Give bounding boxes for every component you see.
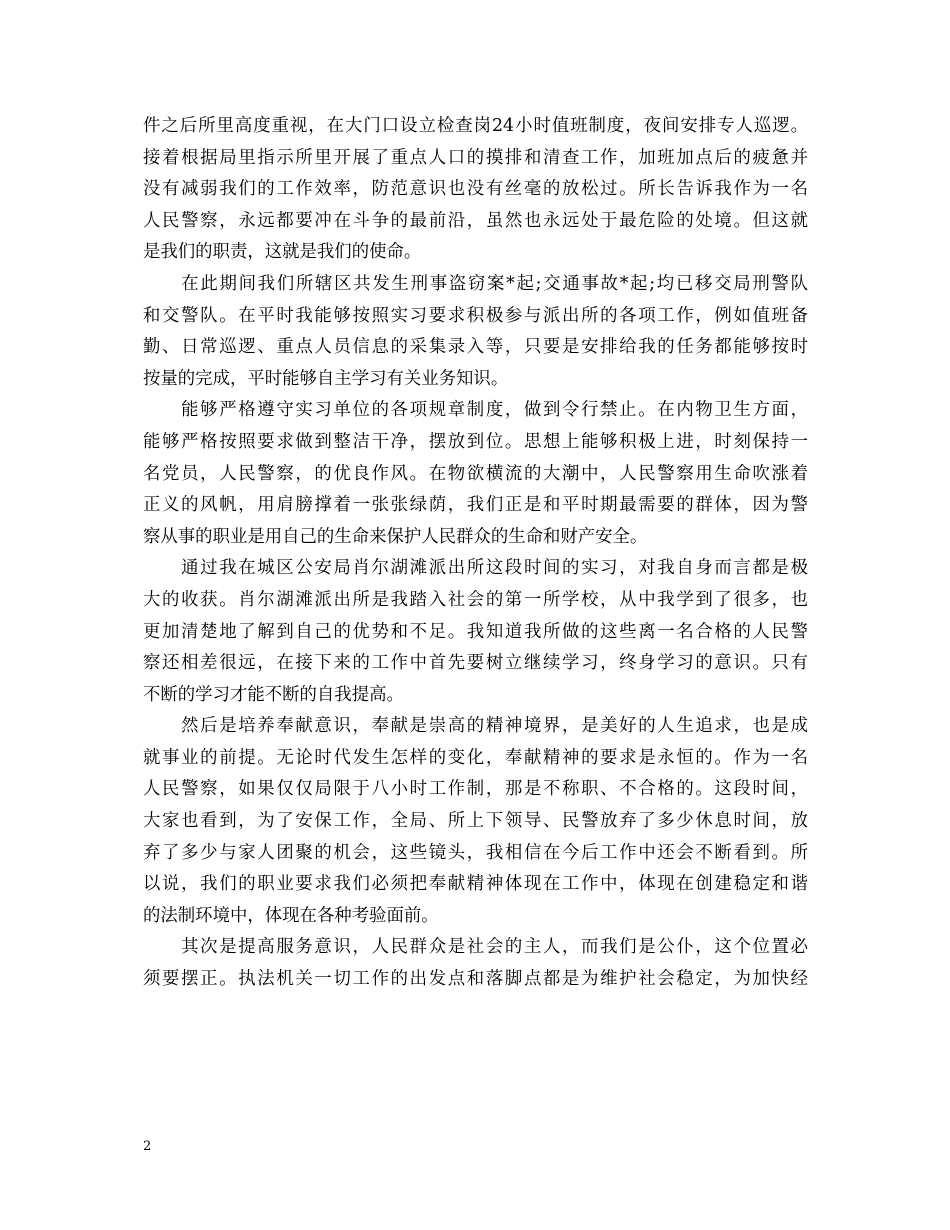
paragraph <box>143 553 808 711</box>
text-line: 的法制环境中，体现在各种考验面前。 <box>143 905 439 926</box>
text-line: 接着根据局里指示所里开展了重点人口的摸排和清查工作，加班加点后的疲惫并 <box>143 147 808 168</box>
text-line: 弃了多少与家人团聚的机会，这些镜头，我相信在今后工作中还会不断看到。所 <box>143 842 808 863</box>
document-body <box>143 111 808 996</box>
text-line: 是我们的职责，这就是我们的使命。 <box>143 242 422 263</box>
paragraph <box>143 111 808 269</box>
text-line: 和交警队。在平时我能够按照实习要求积极参与派出所的各项工作，例如值班备 <box>143 305 808 326</box>
text-line: 大家也看到，为了安保工作，全局、所上下领导、民警放弃了多少休息时间，放 <box>143 811 808 832</box>
text-line: 勤、日常巡逻、重点人员信息的采集录入等，只要是安排给我的任务都能够按时 <box>143 337 808 358</box>
paragraph <box>143 932 808 995</box>
text-line: 按量的完成，平时能够自主学习有关业务知识。 <box>143 368 509 389</box>
text-line: 其次是提高服务意识，人民群众是社会的主人，而我们是公仆，这个位置必 <box>143 937 808 958</box>
text-line: 须要摆正。执法机关一切工作的出发点和落脚点都是为维护社会稳定，为加快经 <box>143 969 808 990</box>
paragraph <box>143 711 808 932</box>
text-line: 大的收获。肖尔湖滩派出所是我踏入社会的第一所学校，从中我学到了很多，也 <box>143 589 808 610</box>
text-line: 没有减弱我们的工作效率，防范意识也没有丝毫的放松过。所长告诉我作为一名 <box>143 179 808 200</box>
text-line: 以说，我们的职业要求我们必须把奉献精神体现在工作中，体现在创建稳定和谐 <box>143 874 808 895</box>
text-line: 人民警察，永远都要冲在斗争的最前沿，虽然也永远处于最危险的处境。但这就 <box>143 210 808 231</box>
text-line: 件之后所里高度重视，在大门口设立检查岗24小时值班制度，夜间安排专人巡逻。 <box>143 116 808 136</box>
text-line: 人民警察，如果仅仅局限于八小时工作制，那是不称职、不合格的。这段时间， <box>143 779 808 800</box>
paragraph <box>143 269 808 395</box>
text-line: 在此期间我们所辖区共发生刑事盗窃案*起;交通事故*起;均已移交局刑警队 <box>143 273 808 294</box>
page-number: 2 <box>143 1139 152 1154</box>
text-line: 通过我在城区公安局肖尔湖滩派出所这段时间的实习，对我自身而言都是极 <box>143 558 808 579</box>
text-line: 能够严格遵守实习单位的各项规章制度，做到令行禁止。在内物卫生方面， <box>143 400 808 421</box>
text-line: 更加清楚地了解到自己的优势和不足。我知道我所做的这些离一名合格的人民警 <box>143 621 808 642</box>
text-line: 能够严格按照要求做到整洁干净，摆放到位。思想上能够积极上进，时刻保持一 <box>143 431 808 452</box>
text-line: 名党员，人民警察，的优良作风。在物欲横流的大潮中，人民警察用生命吹涨着 <box>143 463 808 484</box>
text-line: 然后是培养奉献意识，奉献是崇高的精神境界，是美好的人生追求，也是成 <box>143 716 808 737</box>
text-line: 察从事的职业是用自己的生命来保护人民群众的生命和财产安全。 <box>143 526 648 547</box>
paragraph <box>143 395 808 553</box>
text-line: 正义的风帆，用肩膀撑着一张张绿荫，我们正是和平时期最需要的群体，因为警 <box>143 495 808 516</box>
text-line: 就事业的前提。无论时代发生怎样的变化，奉献精神的要求是永恒的。作为一名 <box>143 747 808 768</box>
text-line: 察还相差很远，在接下来的工作中首先要树立继续学习，终身学习的意识。只有 <box>143 653 808 674</box>
text-line: 不断的学习才能不断的自我提高。 <box>143 684 404 705</box>
